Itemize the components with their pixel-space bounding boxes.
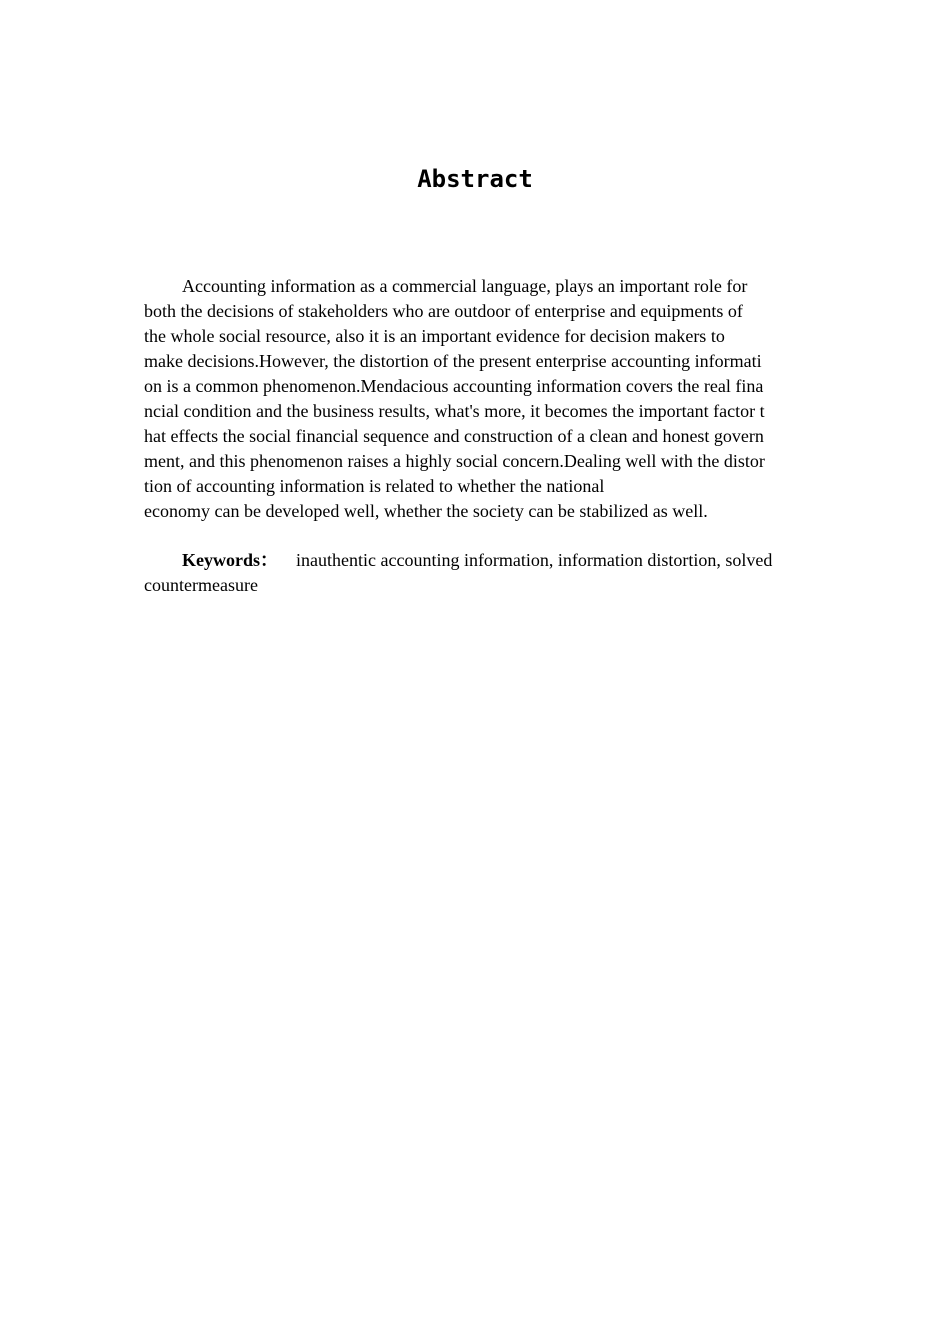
abstract-line: on is a common phenomenon.Mendacious accounting information covers the real fina	[144, 376, 764, 396]
abstract-line: ncial condition and the business results, what's more, it becomes the important factor t	[144, 401, 765, 421]
abstract-line: make decisions.However, the distortion of the present enterprise accounting informati	[144, 351, 762, 371]
abstract-line: tion of accounting information is related to whether the national	[144, 476, 605, 496]
abstract-line: ment, and this phenomenon raises a highly social concern.Dealing well with the distor	[144, 451, 765, 471]
abstract-line: both the decisions of stakeholders who are outdoor of enterprise and equipments of	[144, 301, 743, 321]
abstract-body	[144, 274, 806, 524]
abstract-line: the whole social resource, also it is an important evidence for decision makers to	[144, 326, 725, 346]
keywords-label: Keywords：	[182, 550, 278, 570]
abstract-line: hat effects the social financial sequence and construction of a clean and honest govern	[144, 426, 764, 446]
keywords-text: inauthentic accounting information, information distortion, solved	[296, 550, 773, 570]
abstract-line: economy can be developed well, whether the society can be stabilized as well.	[144, 501, 708, 521]
keywords-continuation: countermeasure	[144, 575, 258, 595]
keywords-block	[144, 548, 806, 598]
abstract-line: Accounting information as a commercial language, plays an important role for	[182, 276, 748, 296]
page-title: Abstract	[417, 165, 533, 193]
keywords-line	[144, 548, 806, 573]
